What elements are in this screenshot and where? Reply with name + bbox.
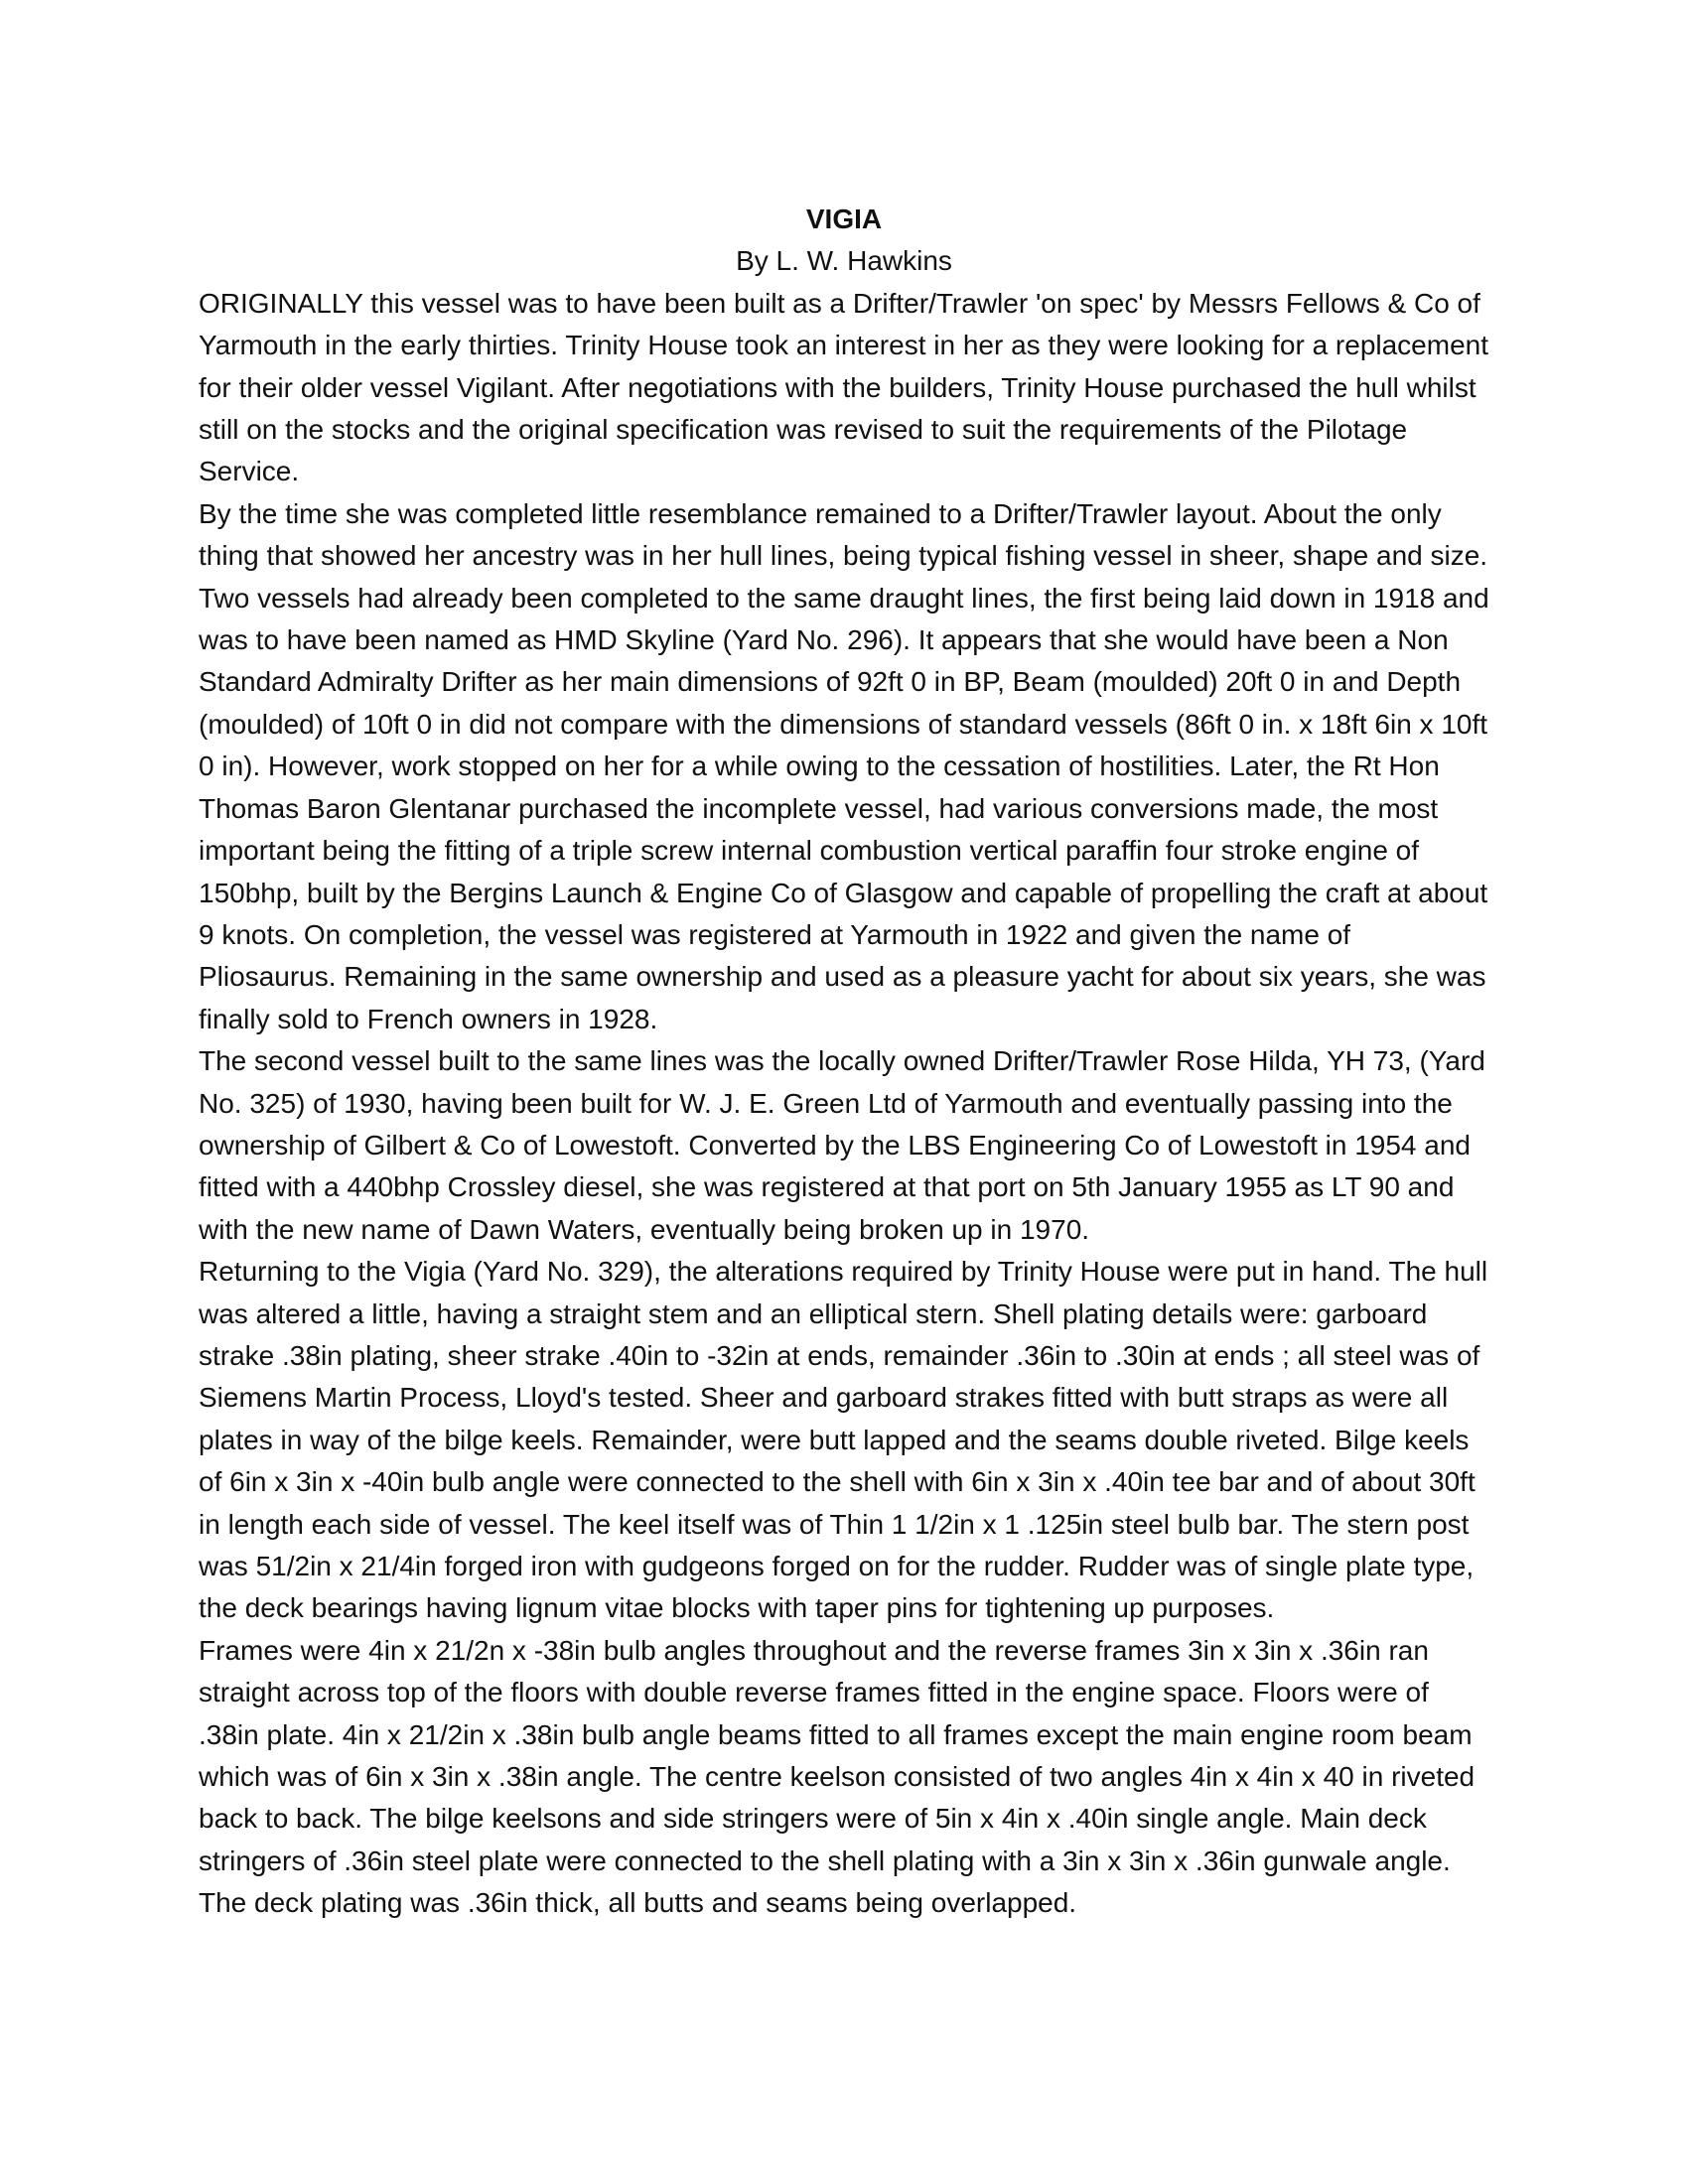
article-body [199,199,1489,1925]
paragraph-second-vessel: The second vessel built to the same lines was the locally owned Drifter/Trawler Rose Hilda, YH 73, (Yard No. 325) of 1930, having been built for W. J. E. Green Ltd of Yarmouth and eventually passing into the ownership of Gilbert & Co of Lowestoft. Converted by the LBS Engineering Co of Lowestoft in 1954 and fitted with a 440bhp Crossley diesel, she was registered at that port on 5th January 1955 as LT 90 and with the new name of Dawn Waters, eventually being broken up in 1970. [199,1045,1485,1245]
paragraph-hull-details: Returning to the Vigia (Yard No. 329), the alterations required by Trinity House were put in hand. The hull was altered a little, having a straight stem and an elliptical stern. Shell plating details were: garboard strake .38in plating, sheer strake .40in to -32in at ends, remainder .36in to .30in at ends ; all steel was of Siemens Martin Process, Lloyd's tested. Sheer and garboard strakes fitted with butt straps as were all plates in way of the bilge keels. Remainder, were butt lapped and the seams double riveted. Bilge keels of 6in x 3in x -40in bulb angle were connected to the shell with 6in x 3in x .40in tee bar and of about 30ft in length each side of vessel. The keel itself was of Thin 1 1/2in x 1 .125in steel bulb bar. The stern post was 51/2in x 21/4in forged iron with gudgeons forged on for the rudder. Rudder was of single plate type, the deck bearings having lignum vitae blocks with taper pins for tightening up purposes. [199,1256,1488,1624]
article-title: VIGIA [805,204,883,234]
paragraph-frames: Frames were 4in x 21/2n x -38in bulb angles throughout and the reverse frames 3in x 3in x .36in ran straight across top of the floors with double reverse frames fitted in the engine space. Floors were of .38in plate. 4in x 21/2in x .38in bulb angle beams fitted to all frames except the main engine room beam which was of 6in x 3in x .38in angle. The centre keelson consisted of two angles 4in x 4in x 40 in riveted back to back. The bilge keelsons and side stringers were of 5in x 4in x .40in single angle. Main deck stringers of .36in steel plate were connected to the shell plating with a 3in x 3in x .36in gunwale angle. The deck plating was .36in thick, all butts and seams being overlapped. [199,1634,1476,1919]
paragraph-origin: ORIGINALLY this vessel was to have been built as a Drifter/Trawler 'on spec' by Messrs Fellows & Co of Yarmouth in the early thirties. Trinity House took an interest in her as they were looking for a replacement for their older vessel Vigilant. After negotiations with the builders, Trinity House purchased the hull whilst still on the stocks and the original specification was revised to suit the requirements of the Pilotage Service. [199,287,1489,487]
paragraph-ancestry: By the time she was completed little resemblance remained to a Drifter/Trawler layout. About the only thing that showed her ancestry was in her hull lines, being typical fishing vessel in sheer, shape and size. Two vessels had already been completed to the same draught lines, the first being laid down in 1918 and was to have been named as HMD Skyline (Yard No. 296). It appears that she would have been a Non Standard Admiralty Drifter as her main dimensions of 92ft 0 in BP, Beam (moulded) 20ft 0 in and Depth (moulded) of 10ft 0 in did not compare with the dimensions of standard vessels (86ft 0 in. x 18ft 6in x 10ft 0 in). However, work stopped on her for a while owing to the cessation of hostilities. Later, the Rt Hon Thomas Baron Glentanar purchased the incomplete vessel, had various conversions made, the most important being the fitting of a triple screw internal combustion vertical paraffin four stroke engine of 150bhp, built by the Bergins Launch & Engine Co of Glasgow and capable of propelling the craft at about 9 knots. On completion, the vessel was registered at Yarmouth in 1922 and given the name of Pliosaurus. Remaining in the same ownership and used as a pleasure yacht for about six years, she was finally sold to French owners in 1928. [199,497,1489,1034]
article-byline: By L. W. Hawkins [736,245,952,277]
